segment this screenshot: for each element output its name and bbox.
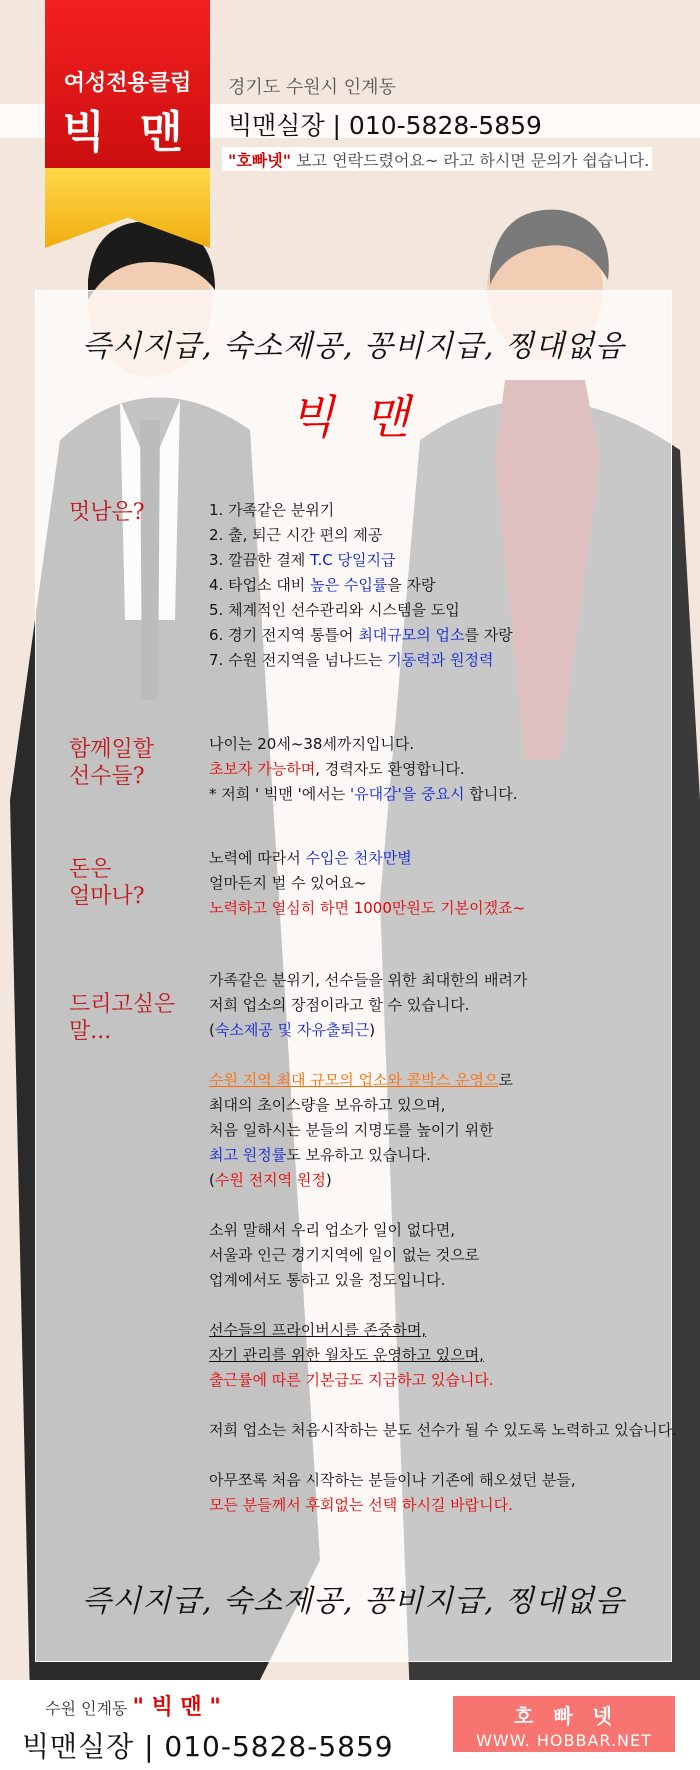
ribbon-yellow xyxy=(45,168,210,248)
hobbar-badge-link[interactable] xyxy=(453,1696,675,1752)
header-location: 경기도 수원시 인계동 xyxy=(228,77,396,98)
ribbon-club-type: 여성전용클럽 xyxy=(63,71,192,96)
main-panel xyxy=(35,290,677,1662)
badge-site-url: WWW. HOBBAR.NET xyxy=(476,1731,652,1750)
section-intro-list xyxy=(209,498,513,673)
section-money-text: 노력에 따라서 수입은 천차만별 얼마든지 벌 수 있어요~ 노력하고 열심히 하면 1000만원도 기본이겠죠~ xyxy=(209,849,526,917)
brand-title: 빅 맨 xyxy=(289,390,418,444)
footer-brand: " 빅 맨 " xyxy=(132,1695,221,1720)
section-recruit-text: 나이는 20세~38세까지입니다. 초보자 가능하며, 경력자도 환영합니다. * 저희 ' 빅맨 '에서는 '유대감'을 중요시 합니다. xyxy=(209,735,518,803)
header-contact: 빅맨실장 | 010-5828-5859 xyxy=(228,111,542,140)
list-item: 5. 체계적인 선수관리와 시스템을 도입 xyxy=(209,601,460,619)
list-item: 2. 출, 퇴근 시간 편의 제공 xyxy=(209,526,383,544)
footer-contact: 빅맨실장 | 010-5828-5859 xyxy=(22,1730,394,1763)
tagline-bottom: 즉시지급, 숙소제공, 꽁비지급, 찡대없음 xyxy=(82,1584,625,1619)
list-item: 6. 경기 전지역 통틀어 최대규모의 업소를 자랑 xyxy=(209,626,513,644)
footer xyxy=(0,1680,700,1770)
footer-location: 수원 인계동 " 빅 맨 " xyxy=(45,1695,221,1720)
section-message-text: 가족같은 분위기, 선수들을 위한 최대한의 배려가 저희 업소의 장점이라고 할 수 있습니다. (숙소제공 및 자유출퇴근) 수원 지역 최대 규모의 업소와 콜박스 운영으로 최대의 초이스량을 보유하고 있으며, 처음 일하시는 분들의 지명도를 높이기 위한 최고 원정률도 보유하고 있습니다. (수원 전지역 원정) 소위 말해서 우리 업소가 일이 없다면, 서울과 인근 경기지역에 일이 없는 것으로 업계에서도 통하고 있을 정도입니다. 선수들의 프라이버시를 존중하며, 자기 관리를 위한 월차도 운영하고 있으며, 출근률에 따른 기본급도 지급하고 있습니다. 저희 업소는 처음시작하는 분도 선수가 될 수 있도록 노력하고 있습니다. 아무쪼록 처음 시작하는 분들이나 기존에 해오셨던 분들, 모든 분들께서 후회없는 선택 하시길 바랍니다. xyxy=(209,971,677,1514)
ribbon-brand: 빅 맨 xyxy=(62,107,193,158)
section-label-recruit: 함께일할 선수들? xyxy=(69,737,155,789)
list-item: 3. 깔끔한 결제 T.C 당일지급 xyxy=(209,551,396,569)
list-item: 4. 타업소 대비 높은 수입률을 자랑 xyxy=(209,576,436,594)
tagline-top: 즉시지급, 숙소제공, 꽁비지급, 찡대없음 xyxy=(82,329,625,364)
brand-ribbon xyxy=(45,0,210,248)
header-note-text: 보고 연락드렸어요~ 라고 하시면 문의가 쉽습니다. xyxy=(291,151,650,170)
badge-site-name: 호빠넷 xyxy=(514,1704,632,1728)
list-item: 7. 수원 전지역을 넘나드는 기동력과 원정력 xyxy=(209,651,494,669)
header-note-highlight: "호빠넷" xyxy=(228,151,292,170)
header-note xyxy=(228,148,649,171)
list-item: 1. 가족같은 분위기 xyxy=(209,501,335,519)
section-label-money: 돈은 얼마나? xyxy=(69,857,145,909)
section-label-message: 드리고싶은 말... xyxy=(69,992,176,1044)
section-label-intro: 멋남은? xyxy=(69,500,145,525)
